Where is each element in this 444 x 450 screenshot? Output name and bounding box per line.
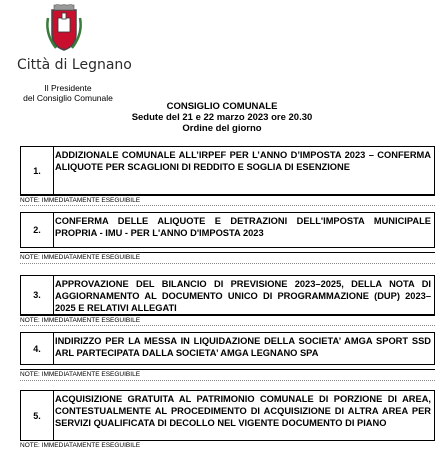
city-crest-logo: [44, 4, 84, 54]
city-name: Città di Legnano: [17, 57, 132, 73]
item-note: NOTE: IMMEDIATAMENTE ESEGUIBILE: [20, 195, 435, 205]
president-subtitle: del Consiglio Comunale: [23, 93, 113, 103]
document-title: CONSIGLIO COMUNALE: [166, 101, 278, 112]
divider: [20, 325, 435, 326]
agenda-item: [20, 275, 435, 315]
agenda-item: [20, 332, 435, 365]
item-note: NOTE: IMMEDIATAMENTE ESEGUIBILE: [20, 440, 435, 450]
item-text: APPROVAZIONE DEL BILANCIO DI PREVISIONE 2023–2025, DELLA NOTA DI AGGIORNAMENTO AL DOCUMENTO UNICO DI PROGRAMMAZIONE (DUP) 2023–2025 E RELATIVI ALLEGATI: [55, 279, 431, 313]
item-text: CONFERMA DELLE ALIQUOTE E DETRAZIONI DELL'IMPOSTA MUNICIPALE PROPRIA - IMU - PER L'ANNO D'IMPOSTA 2023: [55, 216, 431, 238]
agenda-item: [20, 390, 435, 441]
item-note: NOTE: IMMEDIATAMENTE ESEGUIBILE: [20, 315, 435, 325]
divider: [20, 380, 435, 381]
divider: [20, 205, 435, 206]
session-dates: Sedute del 21 e 22 marzo 2023 ore 20.30: [131, 112, 313, 123]
item-note: NOTE: IMMEDIATAMENTE ESEGUIBILE: [20, 252, 435, 262]
item-text: ADDIZIONALE COMUNALE ALL’IRPEF PER L’ANNO D’IMPOSTA 2023 – CONFERMA ALIQUOTE PER SCAGLIONI DI REDDITO E SOGLIA DI ESENZIONE: [55, 150, 431, 172]
item-number: 2.: [21, 213, 54, 247]
agenda-item: [20, 146, 435, 195]
item-text: ACQUISIZIONE GRATUITA AL PATRIMONIO COMUNALE DI PORZIONE DI AREA, CONTESTUALMENTE AL PROCEDIMENTO DI ACQUISIZIONE DI ALTRA AREA PER SERVIZI QUALIFICATA DI DECOLLO NEL VIGENTE DOCUMENTO DI PIANO: [55, 394, 431, 428]
item-number: 4.: [21, 333, 54, 364]
item-number: 5.: [21, 391, 54, 440]
item-number: 1.: [21, 147, 54, 194]
item-note: NOTE: IMMEDIATAMENTE ESEGUIBILE: [20, 369, 435, 379]
item-text: INDIRIZZO PER LA MESSA IN LIQUIDAZIONE DELLA SOCIETA’ AMGA SPORT SSD ARL PARTECIPATA DALLA SOCIETA’ AMGA LEGNANO SPA: [55, 336, 431, 358]
agenda-item: [20, 212, 435, 248]
item-number: 3.: [21, 276, 54, 314]
agenda-heading: Ordine del giorno: [182, 123, 262, 134]
president-title: Il Presidente: [44, 83, 92, 93]
divider: [20, 263, 435, 264]
